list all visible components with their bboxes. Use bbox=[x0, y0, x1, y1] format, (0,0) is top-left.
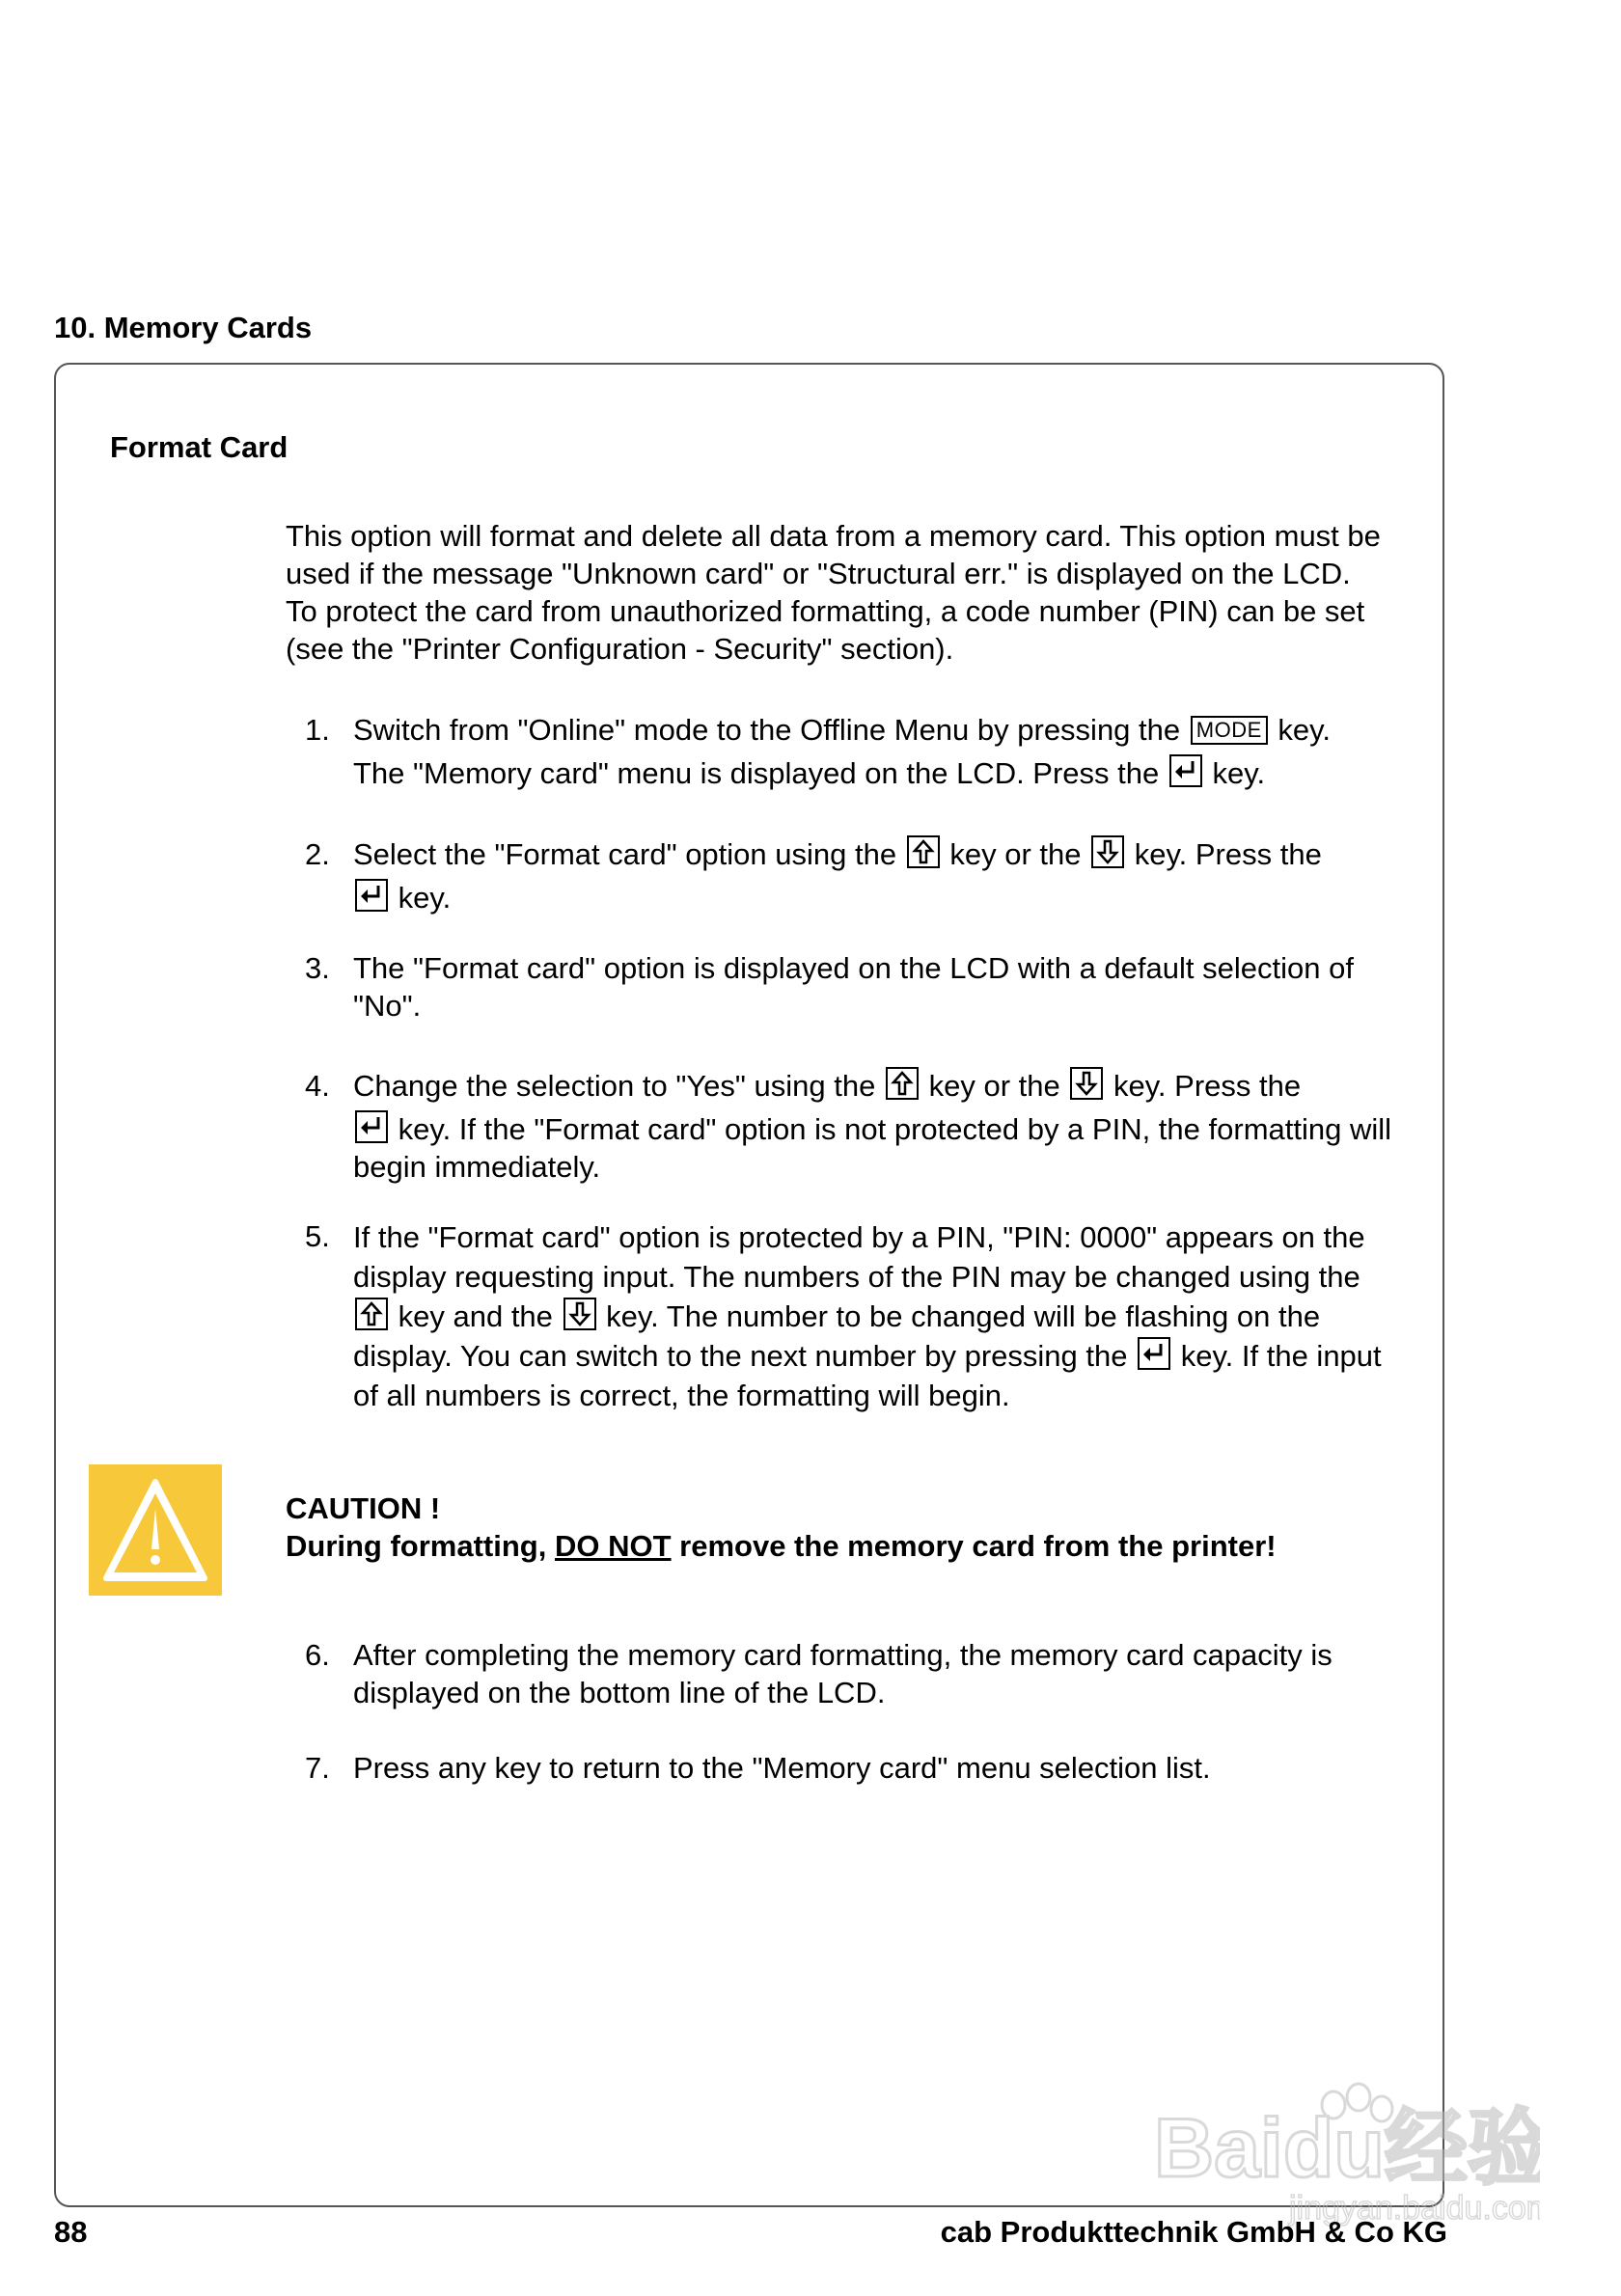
step-text: After completing the memory card formatting, the memory card capacity is displayed on the bottom line of the LCD. bbox=[353, 1638, 1333, 1709]
step-text: key. Press the bbox=[1134, 837, 1322, 871]
caution-text-part: remove the memory card from the printer! bbox=[671, 1529, 1277, 1563]
caution-emphasis: DO NOT bbox=[554, 1529, 672, 1563]
list-item bbox=[286, 1636, 1395, 1711]
step-number: 5. bbox=[305, 1219, 330, 1253]
section-title: Format Card bbox=[110, 430, 288, 464]
list-item bbox=[286, 1067, 1395, 1186]
step-text: key or the bbox=[949, 837, 1082, 871]
step-text: Press any key to return to the "Memory card" menu selection list. bbox=[353, 1751, 1211, 1785]
list-item bbox=[286, 835, 1395, 916]
step-number: 4. bbox=[305, 1069, 330, 1103]
step-text: key. bbox=[398, 881, 452, 915]
page-number: 88 bbox=[54, 2215, 88, 2249]
caution-text bbox=[286, 1527, 1277, 1565]
step-number: 3. bbox=[305, 951, 330, 985]
list-item bbox=[286, 1749, 1395, 1787]
up-arrow-key-icon bbox=[907, 835, 940, 868]
down-arrow-key-icon bbox=[1091, 835, 1124, 868]
enter-key-icon bbox=[1138, 1337, 1170, 1370]
up-arrow-key-icon bbox=[886, 1067, 919, 1100]
step-number: 2. bbox=[305, 837, 330, 871]
list-item bbox=[286, 711, 1395, 792]
caution-title: CAUTION ! bbox=[286, 1491, 441, 1525]
step-text: key. If the input of all numbers is correct, the formatting will begin. bbox=[353, 1339, 1382, 1412]
intro-paragraph: This option will format and delete all data from a memory card. This option must be used if the message "Unknown card" or "Structural err." is displayed on the LCD. To protect the card from unauthorized formatting, a code number (PIN) can be set (see the "Printer Configuration - Security" section). bbox=[286, 519, 1381, 666]
step-text: Select the "Format card" option using the bbox=[353, 837, 897, 871]
warning-icon bbox=[89, 1464, 222, 1596]
chapter-title: 10. Memory Cards bbox=[54, 311, 313, 344]
step-text: key. Press the bbox=[1113, 1069, 1302, 1103]
list-item bbox=[286, 1217, 1395, 1415]
caution-block bbox=[286, 1490, 1277, 1565]
caution-text-part: During formatting, bbox=[286, 1529, 555, 1563]
footer-company: cab Produkttechnik GmbH & Co KG bbox=[940, 2215, 1447, 2249]
down-arrow-key-icon bbox=[563, 1298, 596, 1330]
step-number: 1. bbox=[305, 713, 330, 747]
list-item bbox=[286, 949, 1395, 1025]
step-text: key. If the "Format card" option is not protected by a PIN, the formatting will begin immediately. bbox=[353, 1112, 1392, 1184]
step-text: Switch from "Online" mode to the Offline Menu by pressing the bbox=[353, 713, 1181, 747]
step-number: 6. bbox=[305, 1638, 330, 1672]
step-text: key or the bbox=[928, 1069, 1060, 1103]
step-text: The "Format card" option is displayed on the LCD with a default selection of "No". bbox=[353, 951, 1354, 1023]
step-text: The "Memory card" menu is displayed on the LCD. Press the bbox=[353, 756, 1160, 790]
down-arrow-key-icon bbox=[1070, 1067, 1103, 1100]
mode-key-icon: MODE bbox=[1191, 716, 1268, 745]
enter-key-icon bbox=[1169, 754, 1202, 787]
up-arrow-key-icon bbox=[355, 1298, 388, 1330]
step-text: key. The number to be changed will be flashing on the display. You can switch to the next number by pressing the bbox=[353, 1299, 1321, 1373]
step-text: key. bbox=[1212, 756, 1266, 790]
step-text: key and the bbox=[398, 1299, 553, 1333]
step-text: Change the selection to "Yes" using the bbox=[353, 1069, 876, 1103]
enter-key-icon bbox=[355, 1110, 388, 1143]
watermark-logo bbox=[1154, 2074, 1540, 2228]
step-text: If the "Format card" option is protected by a PIN, "PIN: 0000" appears on the display requesting input. The numbers of the PIN may be changed using the bbox=[353, 1220, 1365, 1294]
step-text: key. bbox=[1278, 713, 1331, 747]
enter-key-icon bbox=[355, 879, 388, 912]
step-number: 7. bbox=[305, 1751, 330, 1785]
watermark-subtext: jingyan.baidu.com bbox=[1289, 2190, 1540, 2227]
watermark-text: Baidu经验 bbox=[1154, 2102, 1540, 2195]
